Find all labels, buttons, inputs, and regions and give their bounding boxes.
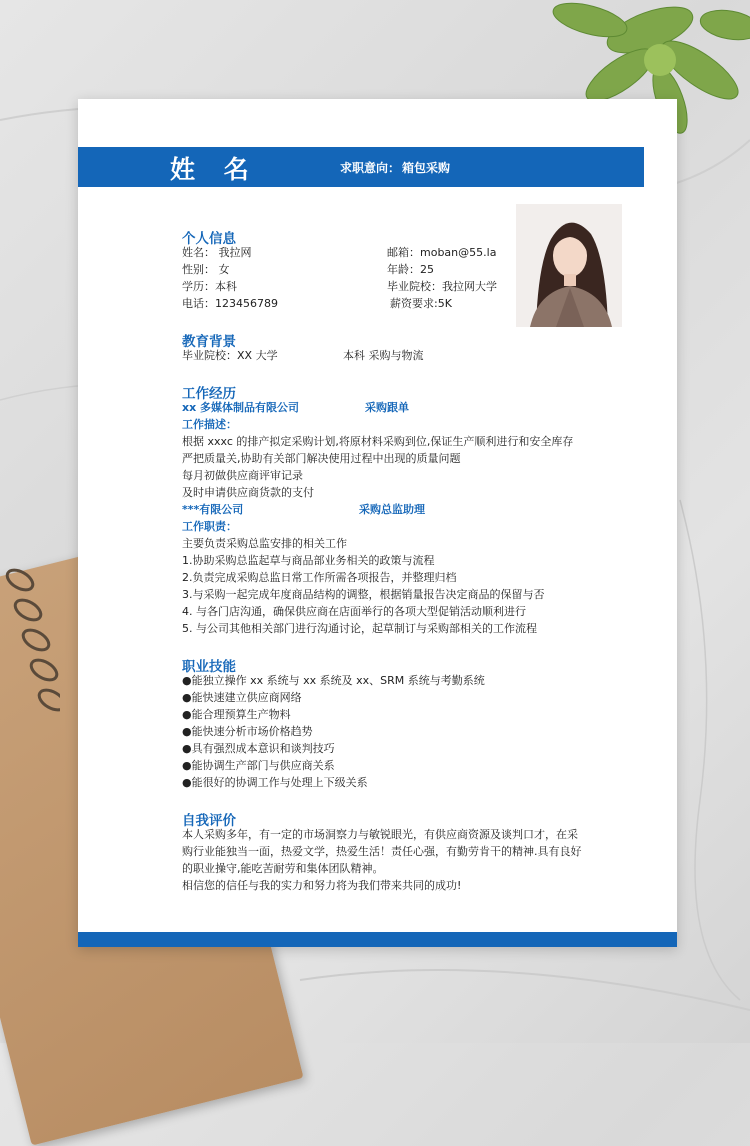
section-title-personal: 个人信息 (182, 231, 236, 247)
section-title-skills: 职业技能 (182, 659, 236, 675)
personal-phone: 电话：123456789 (182, 297, 278, 310)
personal-age: 年龄：25 (387, 263, 434, 276)
job2-line: 5. 与公司其他相关部门进行沟通讨论，起草制订与采购部相关的工作流程 (182, 622, 537, 635)
job1-company: xx 多媒体制品有限公司 (182, 401, 300, 414)
job1-line: 根据 xxxc 的排产拟定采购计划,将原材料采购到位,保证生产顺利进行和安全库存 (182, 435, 574, 448)
personal-email: 邮箱：moban@55.la (387, 246, 497, 259)
job1-line: 严把质量关,协助有关部门解决使用过程中出现的质量问题 (182, 452, 461, 465)
job2-line: 主要负责采购总监安排的相关工作 (182, 537, 347, 550)
section-title-education: 教育背景 (182, 334, 236, 350)
header-bar (78, 147, 644, 187)
self-eval-line: 购行业能独当一面，热爱文学，热爱生活！责任心强，有勤劳肯干的精神.具有良好 (182, 845, 582, 858)
skill-item: ●能合理预算生产物料 (182, 708, 291, 721)
skill-item: ●能快速建立供应商网络 (182, 691, 302, 704)
section-title-work: 工作经历 (182, 386, 236, 402)
job-intent (340, 159, 452, 176)
skill-item: ●能独立操作 xx 系统与 xx 系统及 xx、SRM 系统与考勤系统 (182, 674, 485, 687)
self-eval-line: 的职业操守,能吃苦耐劳和集体团队精神。 (182, 862, 384, 875)
personal-gender: 性别： 女 (182, 263, 230, 276)
footer-bar (78, 932, 677, 947)
personal-name: 姓名： 我拉网 (182, 246, 252, 259)
job2-company: ***有限公司 (182, 503, 244, 516)
skill-item: ●能很好的协调工作与处理上下级关系 (182, 776, 368, 789)
job-intent-label: 求职意向： (340, 161, 401, 175)
job2-line: 3.与采购一起完成年度商品结构的调整，根据销量报告决定商品的保留与否 (182, 588, 545, 601)
job2-line: 1.协助采购总监起草与商品部业务相关的政策与流程 (182, 554, 435, 567)
section-title-self-eval: 自我评价 (182, 813, 236, 829)
personal-school: 毕业院校：我拉网大学 (387, 280, 497, 293)
skill-item: ●具有强烈成本意识和谈判技巧 (182, 742, 335, 755)
job2-role: 采购总监助理 (359, 503, 425, 516)
self-eval-line: 相信您的信任与我的实力和努力将为我们带来共同的成功! (182, 879, 462, 892)
profile-photo (516, 204, 622, 327)
job2-line: 2.负责完成采购总监日常工作所需各项报告，并整理归档 (182, 571, 457, 584)
job2-duty-label: 工作职责： (182, 520, 237, 533)
job1-line: 每月初做供应商评审记录 (182, 469, 303, 482)
education-degree: 本科 采购与物流 (343, 349, 424, 362)
job1-line: 及时申请供应商货款的支付 (182, 486, 314, 499)
job2-line: 4. 与各门店沟通，确保供应商在店面举行的各项大型促销活动顺利进行 (182, 605, 526, 618)
personal-salary: 薪资要求:5K (390, 297, 452, 310)
resume-paper (78, 99, 677, 947)
self-eval-line: 本人采购多年，有一定的市场洞察力与敏锐眼光，有供应商资源及谈判口才，在采 (182, 828, 578, 841)
resume-name: 姓 名 (170, 155, 259, 184)
skill-item: ●能快速分析市场价格趋势 (182, 725, 313, 738)
job-intent-value: 箱包采购 (402, 161, 451, 175)
personal-education: 学历：本科 (182, 280, 237, 293)
job1-role: 采购跟单 (365, 401, 409, 414)
job1-desc-label: 工作描述： (182, 418, 237, 431)
education-school: 毕业院校：XX 大学 (182, 349, 278, 362)
skill-item: ●能协调生产部门与供应商关系 (182, 759, 335, 772)
notebook-spiral-rings (0, 565, 60, 735)
